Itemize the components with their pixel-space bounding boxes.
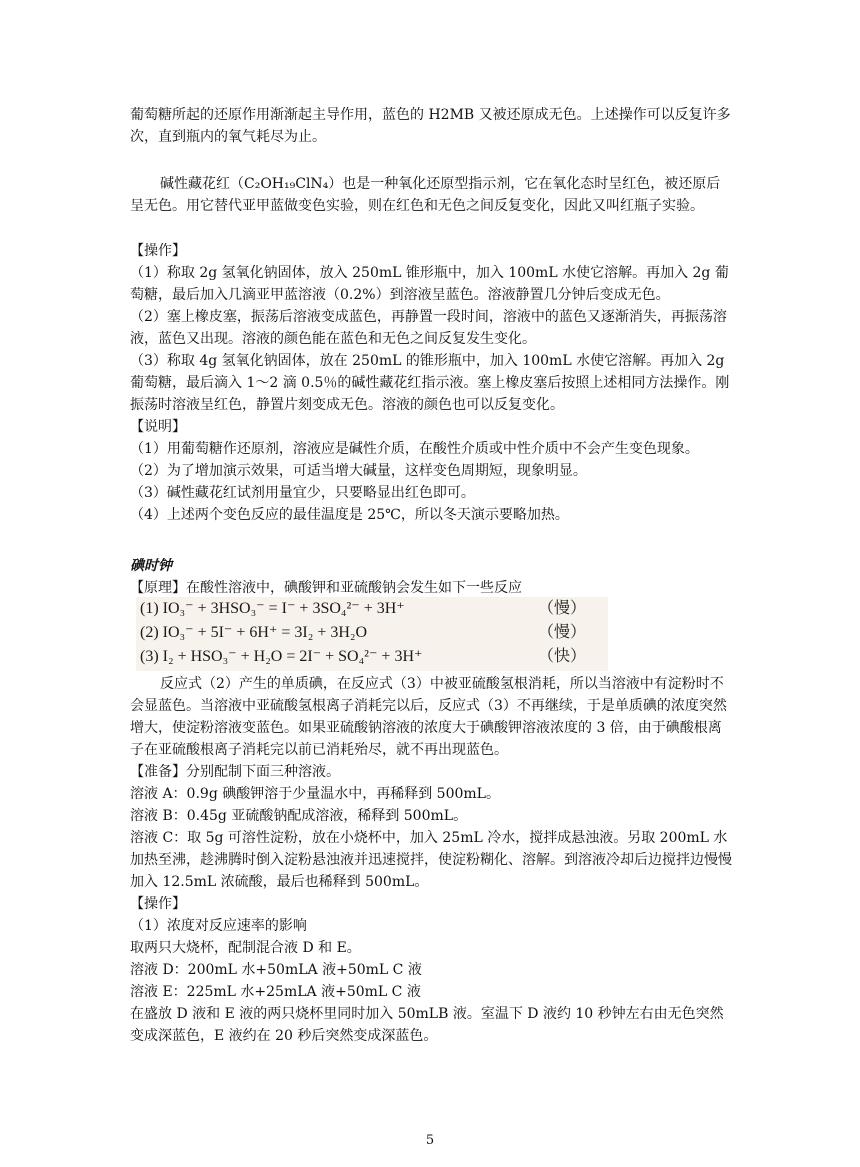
equation-speed: （快）	[538, 648, 587, 665]
list-item: （1）用葡萄糖作还原剂，溶液应是碱性介质，在酸性介质或中性介质中不会产生变色现象。	[130, 441, 699, 457]
list-item: （2）塞上橡皮塞，振荡后溶液变成蓝色，再静置一段时间，溶液中的蓝色又逐渐消失，再振荡溶液，蓝色又出现。溶液的颜色能在蓝色和无色之间反复发生变化。	[130, 309, 727, 347]
equation-formula: (3) I₂ + HSO₃⁻ + H₂O = 2I⁻ + SO₄²⁻ + 3H⁺	[140, 648, 423, 665]
list-item: 溶液 E：225mL 水+25mLA 液+50mL C 液	[130, 984, 421, 1000]
list-item: 取两只大烧杯，配制混合液 D 和 E。	[130, 940, 361, 956]
section-title: 碘时钟	[130, 558, 172, 574]
equation-formula: (1) IO₃⁻ + 3HSO₃⁻ = I⁻ + 3SO₄²⁻ + 3H⁺	[140, 600, 405, 617]
section-heading: 【准备】分别配制下面三种溶液。	[130, 764, 340, 780]
list-item: 溶液 A：0.9g 碘酸钾溶于少量温水中，再稀释到 500mL。	[130, 786, 500, 802]
reaction-equations-image	[136, 597, 608, 671]
section-heading: 【操作】	[130, 896, 186, 912]
paragraph-text: 碱性藏花红（C₂OH₁₉ClN₄）也是一种氧化还原型指示剂，它在氧化态时呈红色，被还原后呈无色。用它替代亚甲蓝做变色实验，则在红色和无色之间反复变化，因此又叫红瓶子实验。	[130, 176, 721, 214]
equation-row	[136, 621, 608, 645]
paragraph-text: 反应式（2）产生的单质碘，在反应式（3）中被亚硫酸氢根消耗，所以当溶液中有淀粉时不会显蓝色。当溶液中亚硫酸氢根离子消耗完以后，反应式（3）不再继续，于是单质碘的浓度突然增大，使淀粉溶液变蓝色。如果亚硫酸钠溶液的浓度大于碘酸钾溶液浓度的 3 倍，由于碘酸根离子在亚硫酸根离子消耗完以前已消耗殆尽，就不再出现蓝色。	[130, 676, 727, 758]
list-item: 溶液 C：取 5g 可溶性淀粉，放在小烧杯中，加入 25mL 冷水，搅拌成悬浊液。另取 200mL 水加热至沸，趁沸腾时倒入淀粉悬浊液并迅速搅拌，使淀粉糊化、溶解。到溶液冷却后边搅拌边慢慢加入 12.5mL 浓硫酸，最后也稀释到 500mL。	[130, 830, 732, 890]
equation-formula: (2) IO₃⁻ + 5I⁻ + 6H⁺ = 3I₂ + 3H₂O	[140, 624, 368, 641]
equation-row	[136, 645, 608, 669]
page-number: 5	[425, 1133, 435, 1148]
operation-section-1	[130, 240, 732, 526]
equation-row	[136, 597, 608, 621]
section-heading: 【操作】	[130, 243, 186, 259]
principle-text: 【原理】在酸性溶液中，碘酸钾和亚硫酸钠会发生如下一些反应	[130, 580, 522, 596]
paragraph-h2mb	[130, 104, 732, 148]
list-item: 溶液 D：200mL 水+50mLA 液+50mL C 液	[130, 962, 422, 978]
iodine-clock-section	[130, 555, 732, 599]
list-item: （2）为了增加演示效果，可适当增大碱量，这样变色周期短，现象明显。	[130, 463, 587, 479]
equation-speed: （慢）	[538, 624, 587, 641]
list-item: 在盛放 D 液和 E 液的两只烧杯里同时加入 50mLB 液。室温下 D 液约 10 秒钟左右由无色突然变成深蓝色，E 液约在 20 秒后突然变成深蓝色。	[130, 1006, 724, 1044]
list-item: （1）浓度对反应速率的影响	[130, 918, 307, 934]
list-item: （3）称取 4g 氢氧化钠固体，放在 250mL 的锥形瓶中，加入 100mL 水使它溶解。再加入 2g 葡萄糖，最后滴入 1～2 滴 0.5％的碱性藏花红指示液。塞上橡皮塞后按照上述相同方法操作。刚振荡时溶液呈红色，静置片刻变成无色。溶液的颜色也可以反复变化。	[130, 353, 730, 413]
list-item: （4）上述两个变色反应的最佳温度是 25℃，所以冬天演示要略加热。	[130, 507, 569, 523]
list-item: （3）碱性藏花红试剂用量宜少，只要略显出红色即可。	[130, 485, 475, 501]
paragraph-safranine	[130, 173, 732, 217]
paragraph-text: 葡萄糖所起的还原作用渐渐起主导作用，蓝色的 H2MB 又被还原成无色。上述操作可以反复许多次，直到瓶内的氧气耗尽为止。	[130, 107, 731, 145]
list-item: （1）称取 2g 氢氧化钠固体，放入 250mL 锥形瓶中，加入 100mL 水使它溶解。再加入 2g 葡萄糖，最后加入几滴亚甲蓝溶液（0.2%）到溶液呈蓝色。溶液静置几分钟后变成无色。	[130, 265, 729, 303]
equation-speed: （慢）	[538, 600, 587, 617]
section-heading: 【说明】	[130, 419, 186, 435]
list-item: 溶液 B：0.45g 亚硫酸钠配成溶液，稀释到 500mL。	[130, 808, 468, 824]
iodine-clock-body	[130, 673, 732, 1047]
